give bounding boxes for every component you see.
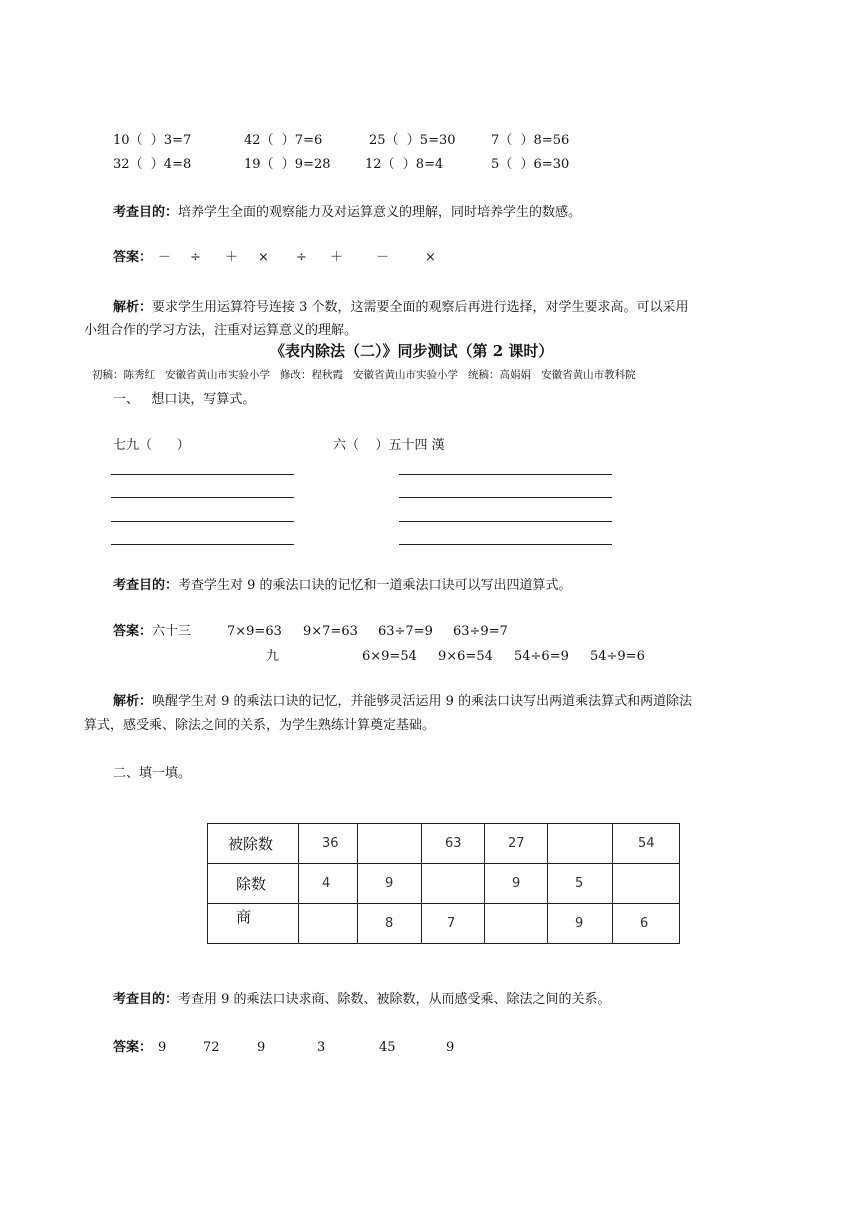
answer-label: 答案：	[113, 250, 153, 265]
table-cell[interactable]: 36	[299, 824, 358, 864]
equation: 7（ ）8=56	[491, 133, 570, 148]
s1-purpose	[113, 206, 581, 219]
table-row	[208, 824, 680, 864]
table-cell[interactable]: 9	[358, 864, 422, 904]
answer-value: 9	[446, 1040, 455, 1055]
answer-value: 9	[257, 1040, 266, 1055]
answer-value: 9	[158, 1040, 167, 1055]
table-cell[interactable]: 4	[299, 864, 358, 904]
q1-purpose	[113, 579, 572, 592]
purpose-label: 考查目的：	[113, 578, 179, 593]
answer-value: 45	[379, 1040, 396, 1055]
answer-value: 3	[317, 1040, 326, 1055]
analysis-text: 唤醒学生对 9 的乘法口诀的记忆，并能够灵活运用 9 的乘法口诀写出两道乘法算式和两道除法	[152, 694, 693, 709]
table-cell[interactable]	[422, 864, 485, 904]
credits: 初稿：陈秀红 安徽省黄山市实验小学 修改：程秋霞 安徽省黄山市实验小学 统稿：高娟娟 安徽省黄山市教科院	[92, 369, 636, 381]
equation: 32（ ）4=8	[113, 157, 192, 172]
page-title: 《表内除法（二）》同步测试（第 2 课时）	[270, 342, 554, 360]
table-cell[interactable]	[548, 824, 613, 864]
fill-table	[207, 823, 680, 944]
answer-line[interactable]	[399, 521, 612, 522]
purpose-text: 培养学生全面的观察能力及对运算意义的理解，同时培养学生的数感。	[178, 205, 582, 220]
answer-line[interactable]	[111, 497, 294, 498]
answer-line[interactable]	[399, 497, 612, 498]
equation: 42（ ）7=6	[244, 133, 323, 148]
analysis-label: 解析：	[113, 300, 153, 315]
s1-analysis	[113, 301, 689, 314]
answer-value: 72	[203, 1040, 220, 1055]
equation: 10（ ）3=7	[113, 133, 192, 148]
equation: 12（ ）8=4	[365, 157, 444, 172]
answer-formula: 54÷6=9	[514, 649, 569, 664]
answer-symbol: ＋	[330, 250, 344, 265]
q1-analysis-cont: 算式，感受乘、除法之间的关系，为学生熟练计算奠定基础。	[84, 718, 436, 733]
table-cell[interactable]	[358, 824, 422, 864]
table-cell[interactable]	[299, 904, 358, 944]
table-cell[interactable]: 5	[548, 864, 613, 904]
table-row	[208, 904, 680, 944]
table-cell[interactable]	[613, 864, 680, 904]
answer-formula: 9×6=54	[438, 649, 493, 664]
answer-text: 六十三	[152, 624, 192, 639]
purpose-label: 考查目的：	[113, 992, 179, 1007]
table-cell[interactable]: 9	[548, 904, 613, 944]
answer-line[interactable]	[111, 544, 294, 545]
answer-label: 答案：	[113, 1040, 153, 1055]
table-cell[interactable]	[485, 904, 548, 944]
table-cell[interactable]: 27	[485, 824, 548, 864]
answer-formula: 9×7=63	[303, 624, 358, 639]
answer-line[interactable]	[111, 474, 294, 475]
row-header: 商	[208, 904, 299, 944]
table-cell[interactable]: 54	[613, 824, 680, 864]
q1-answer	[113, 625, 191, 638]
table-cell[interactable]: 8	[358, 904, 422, 944]
table-row	[208, 864, 680, 904]
table-cell[interactable]: 7	[422, 904, 485, 944]
answer-formula: 63÷9=7	[453, 624, 508, 639]
answer-line[interactable]	[399, 544, 612, 545]
analysis-label: 解析：	[113, 694, 153, 709]
q2-answer	[113, 1041, 152, 1054]
s1-analysis-cont: 小组合作的学习方法，注重对运算意义的理解。	[84, 323, 358, 338]
table-cell[interactable]: 9	[485, 864, 548, 904]
row-header: 除数	[208, 864, 299, 904]
q1-analysis	[113, 695, 692, 708]
answer-formula: 54÷9=6	[590, 649, 645, 664]
equation: 5（ ）6=30	[491, 157, 570, 172]
table-cell[interactable]: 6	[613, 904, 680, 944]
answer-line[interactable]	[111, 521, 294, 522]
answer-formula: 6×9=54	[362, 649, 417, 664]
answer-line[interactable]	[399, 474, 612, 475]
analysis-text: 要求学生用运算符号连接 3 个数，这需要全面的观察后再进行选择，对学生要求高。可以采用	[152, 300, 689, 315]
s1-answer	[113, 251, 152, 264]
answer-symbol: ×	[425, 250, 436, 265]
equation: 19（ ）9=28	[244, 157, 331, 172]
answer-symbol: ÷	[296, 250, 307, 265]
answer-formula: 63÷7=9	[378, 624, 433, 639]
q1-heading: 一、 想口诀，写算式。	[113, 392, 256, 407]
q2-heading: 二、填一填。	[113, 766, 192, 781]
answer-symbol: －	[376, 250, 390, 265]
answer-formula: 7×9=63	[227, 624, 282, 639]
answer-symbol: ＋	[225, 250, 239, 265]
row-header: 被除数	[208, 824, 299, 864]
purpose-label: 考查目的：	[113, 205, 179, 220]
q2-purpose	[113, 993, 611, 1006]
purpose-text: 考查学生对 9 的乘法口诀的记忆和一道乘法口诀可以写出四道算式。	[178, 578, 572, 593]
answer-symbol: ÷	[190, 250, 201, 265]
purpose-text: 考查用 9 的乘法口诀求商、除数、被除数，从而感受乘、除法之间的关系。	[178, 992, 611, 1007]
answer-symbol: －	[158, 250, 172, 265]
q1-left-prompt: 七九（ ）	[113, 438, 190, 453]
equation: 25（ ）5=30	[369, 133, 456, 148]
answer-label: 答案：	[113, 624, 153, 639]
q1-right-prompt: 六（ ）五十四 漢	[333, 438, 445, 453]
answer-text: 九	[266, 649, 280, 664]
answer-symbol: ×	[258, 250, 269, 265]
table-cell[interactable]: 63	[422, 824, 485, 864]
